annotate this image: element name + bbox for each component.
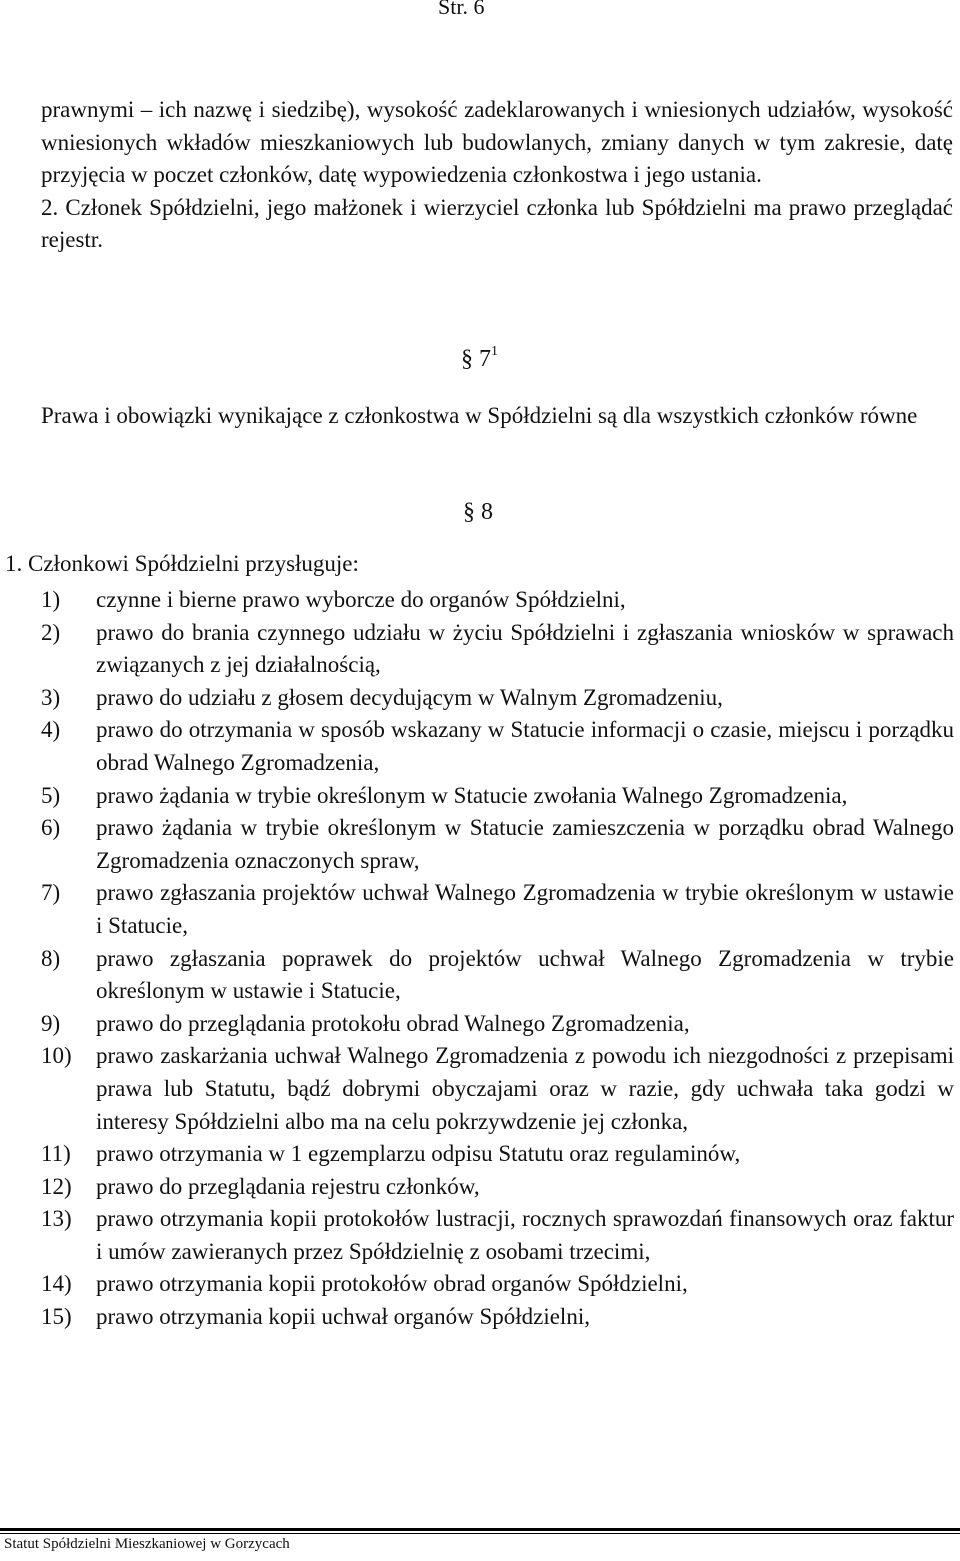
list-item (41, 1301, 954, 1334)
item-number: 12) (41, 1173, 72, 1199)
item-text: prawo otrzymania kopii protokołów obrad organów Spółdzielni, (96, 1271, 688, 1297)
item-number: 2) (41, 619, 61, 645)
list-item (41, 780, 954, 813)
item-text: czynne i bierne prawo wyborcze do organów Spółdzielni, (96, 587, 626, 612)
item-text: prawo otrzymania kopii uchwał organów Spółdzielni, (96, 1304, 590, 1330)
item-number: 1) (41, 587, 61, 612)
list-item (41, 617, 954, 682)
item-number: 5) (41, 782, 61, 808)
section-7-1-heading (461, 346, 498, 373)
item-text: prawo do przeglądania rejestru członków, (96, 1173, 480, 1199)
footer-divider (0, 1528, 960, 1531)
item-number: 3) (41, 684, 61, 710)
document-body (41, 94, 953, 257)
item-text: prawo zgłaszania projektów uchwał Walnego Zgromadzenia w trybie określonym w ustawie i Statucie, (96, 880, 954, 938)
item-number: 13) (41, 1206, 72, 1232)
item-text: prawo otrzymania w 1 egzemplarzu odpisu Statutu oraz regulaminów, (96, 1141, 741, 1167)
list-item (41, 943, 954, 1008)
item-text: prawo żądania w trybie określonym w Statucie zwołania Walnego Zgromadzenia, (96, 782, 848, 808)
list-item (41, 682, 954, 715)
item-number: 11) (41, 1141, 71, 1167)
item-number: 7) (41, 880, 61, 906)
section-number: 8 (481, 499, 493, 525)
item-text: prawo do przeglądania protokołu obrad Walnego Zgromadzenia, (96, 1010, 690, 1036)
list-item (41, 1138, 954, 1171)
list-item (41, 1203, 954, 1268)
list-item (41, 584, 954, 617)
continuation-paragraph: prawnymi – ich nazwę i siedzibę), wysokość zadeklarowanych i wniesionych udziałów, wysokość wniesionych wkładów mieszkaniowych lub budowlanych, zmiany danych w tym zakresie, datę przyjęcia w poczet członków, datę wypowiedzenia członkostwa i jego ustania. (41, 97, 953, 188)
footer-divider-thin (0, 1533, 960, 1534)
item-text: prawo zaskarżania uchwał Walnego Zgromadzenia z powodu ich niezgodności z przepisami prawa lub Statutu, bądź dobrymi obyczajami oraz w razie, gdy uchwała taka godzi w interesy Spółdzielni albo ma na celu pokrzywdzenie jej członka, (96, 1043, 954, 1134)
footer-text: Statut Spółdzielni Mieszkaniowej w Gorzycach (4, 1536, 290, 1552)
paragraph-item-2: 2. Członek Spółdzielni, jego małżonek i wierzyciel członka lub Spółdzielni ma prawo przeglądać rejestr. (41, 194, 953, 253)
section-superscript: 1 (491, 344, 498, 359)
section-8-intro-text: 1. Członkowi Spółdzielni przysługuje: (5, 551, 359, 576)
list-item (41, 1171, 954, 1204)
list-item (41, 1040, 954, 1138)
item-number: 9) (41, 1010, 61, 1036)
list-item (41, 877, 954, 942)
section-7-1-body (41, 400, 955, 433)
item-number: 4) (41, 717, 61, 743)
list-item (41, 1268, 954, 1301)
item-number: 8) (41, 945, 61, 971)
item-text: prawo otrzymania kopii protokołów lustracji, rocznych sprawozdań finansowych oraz faktur i umów zawieranych przez Spółdzielnię z osobami trzecimi, (96, 1206, 954, 1264)
item-text: prawo do otrzymania w sposób wskazany w Statucie informacji o czasie, miejscu i porządku obrad Walnego Zgromadzenia, (96, 717, 954, 775)
page-number: Str. 6 (438, 0, 485, 19)
item-number: 15) (41, 1304, 72, 1330)
item-text: prawo do udziału z głosem decydującym w Walnym Zgromadzeniu, (96, 684, 723, 710)
list-item (41, 1008, 954, 1041)
section-number: 7 (479, 346, 491, 372)
item-text: prawo do brania czynnego udziału w życiu Spółdzielni i zgłaszania wniosków w sprawach związanych z jej działalnością, (96, 619, 954, 678)
section-symbol: § (463, 499, 475, 525)
section-8-intro (5, 548, 917, 581)
section-symbol: § (461, 346, 473, 372)
section-7-1-text: Prawa i obowiązki wynikające z członkostwa w Spółdzielni są dla wszystkich członków równe (41, 403, 918, 428)
item-text: prawo zgłaszania poprawek do projektów uchwał Walnego Zgromadzenia w trybie określonym w ustawie i Statucie, (96, 945, 954, 1004)
list-item (41, 812, 954, 877)
item-number: 6) (41, 815, 61, 841)
section-8-heading (463, 499, 493, 526)
item-text: prawo żądania w trybie określonym w Statucie zamieszczenia w porządku obrad Walnego Zgromadzenia oznaczonych spraw, (96, 815, 954, 873)
rights-list (41, 584, 954, 1334)
item-number: 10) (41, 1043, 72, 1069)
item-number: 14) (41, 1271, 72, 1297)
list-item (41, 714, 954, 779)
